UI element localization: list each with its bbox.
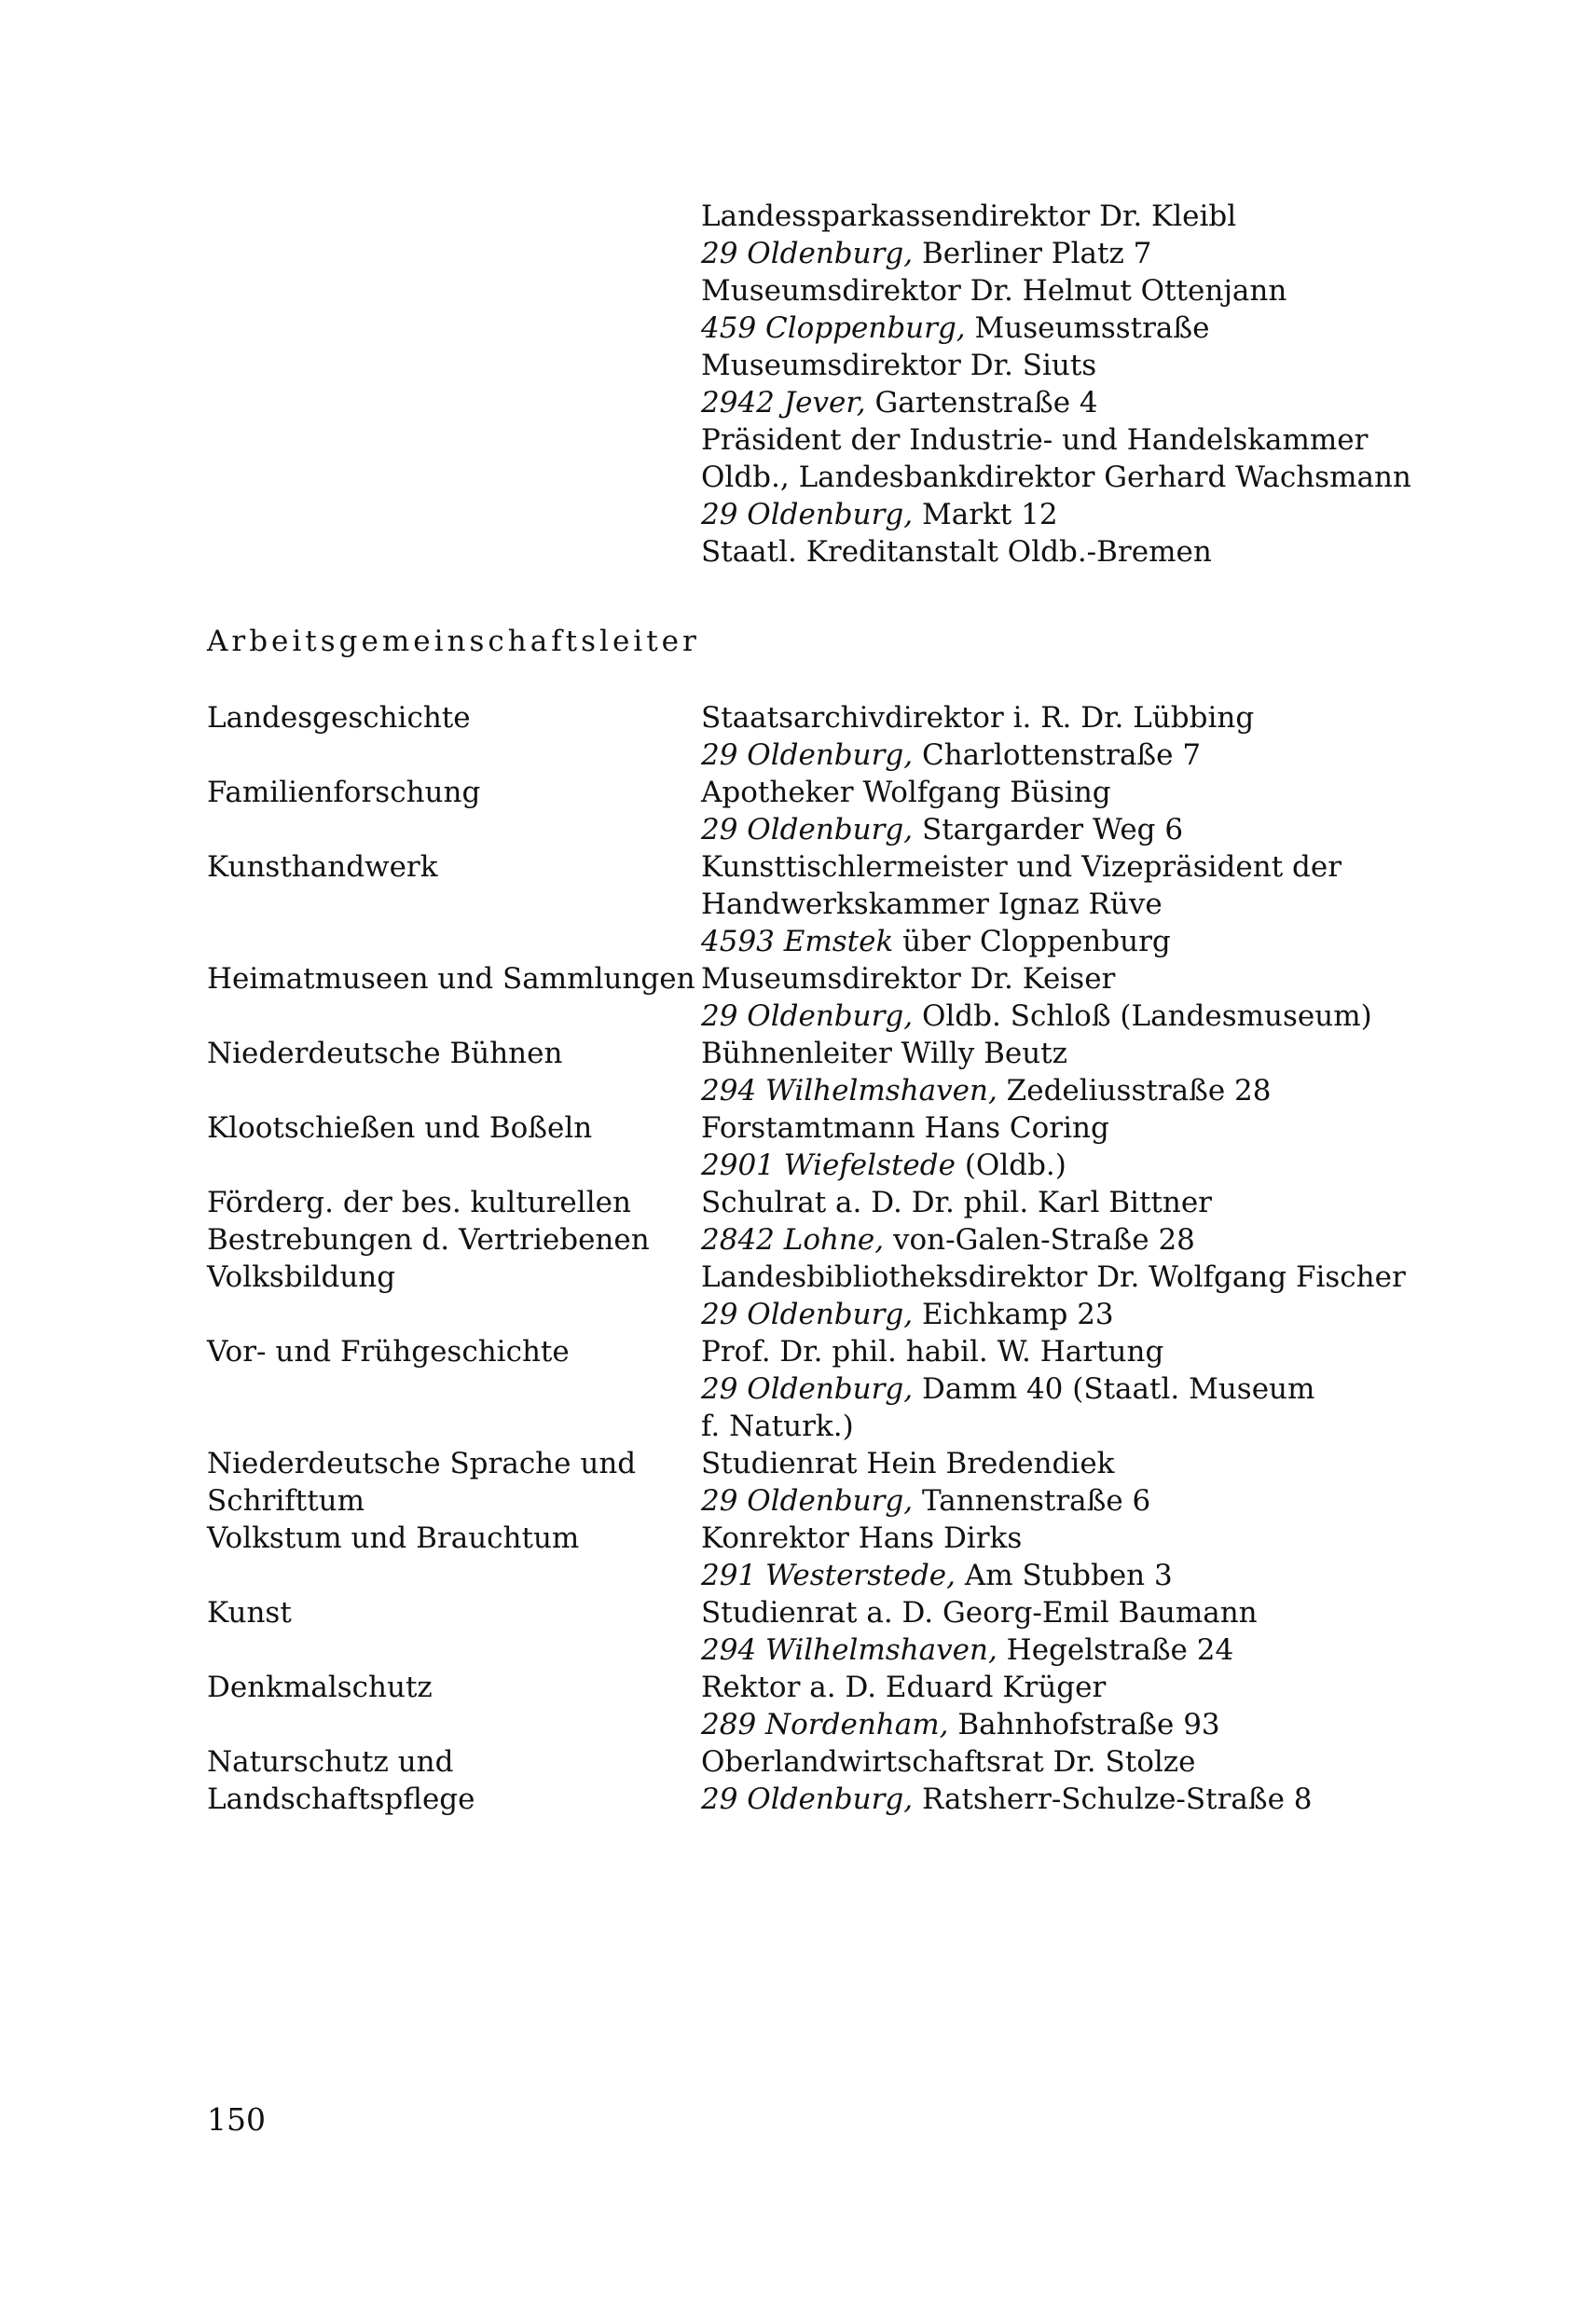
topic-label: Volksbildung bbox=[207, 1260, 396, 1294]
entry-line: Forstamtmann Hans Coring bbox=[701, 1111, 1109, 1145]
entry-line: Schulrat a. D. Dr. phil. Karl Bittner bbox=[701, 1186, 1212, 1219]
top-line: 459 Cloppenburg, Museumsstraße bbox=[701, 311, 1210, 345]
entry-line: Apotheker Wolfgang Büsing bbox=[701, 776, 1111, 809]
topic-label: Kunst bbox=[207, 1596, 292, 1630]
topic-label: Vor- und Frühgeschichte bbox=[207, 1335, 570, 1369]
section-heading: Arbeitsgemeinschaftsleiter bbox=[207, 625, 700, 658]
topic-label: Förderg. der bes. kulturellen bbox=[207, 1186, 631, 1219]
topic-label: Landesgeschichte bbox=[207, 701, 471, 735]
entry-line: Landesbibliotheksdirektor Dr. Wolfgang Fischer bbox=[701, 1260, 1406, 1294]
entry-line: Studienrat a. D. Georg-Emil Baumann bbox=[701, 1596, 1258, 1630]
top-line: Oldb., Landesbankdirektor Gerhard Wachsmann bbox=[701, 461, 1411, 494]
page-number: 150 bbox=[207, 2101, 266, 2138]
entry-line: 29 Oldenburg, Stargarder Weg 6 bbox=[701, 813, 1184, 846]
topic-label: Kunsthandwerk bbox=[207, 850, 438, 884]
top-line: Museumsdirektor Dr. Helmut Ottenjann bbox=[701, 274, 1287, 308]
entry-line: 29 Oldenburg, Eichkamp 23 bbox=[701, 1298, 1114, 1331]
entry-line: 4593 Emstek über Cloppenburg bbox=[701, 925, 1171, 958]
top-line: Präsident der Industrie- und Handelskammer bbox=[701, 423, 1369, 457]
top-line: Staatl. Kreditanstalt Oldb.-Bremen bbox=[701, 535, 1212, 569]
topic-label: Schrifttum bbox=[207, 1484, 365, 1518]
entry-line: 289 Nordenham, Bahnhofstraße 93 bbox=[701, 1708, 1220, 1741]
entry-line: Konrektor Hans Dirks bbox=[701, 1521, 1023, 1555]
entry-line: f. Naturk.) bbox=[701, 1410, 854, 1443]
entry-line: 29 Oldenburg, Damm 40 (Staatl. Museum bbox=[701, 1372, 1315, 1406]
entry-line: Prof. Dr. phil. habil. W. Hartung bbox=[701, 1335, 1164, 1369]
entry-line: 29 Oldenburg, Charlottenstraße 7 bbox=[701, 738, 1202, 772]
topic-label: Bestrebungen d. Vertriebenen bbox=[207, 1223, 650, 1257]
top-line: Landessparkassendirektor Dr. Kleibl bbox=[701, 200, 1237, 233]
entry-line: 29 Oldenburg, Oldb. Schloß (Landesmuseum) bbox=[701, 999, 1372, 1033]
entry-line: Museumsdirektor Dr. Keiser bbox=[701, 962, 1116, 996]
top-line: 29 Oldenburg, Markt 12 bbox=[701, 498, 1058, 531]
topic-label: Landschaftspflege bbox=[207, 1782, 475, 1816]
topic-label: Niederdeutsche Bühnen bbox=[207, 1037, 563, 1070]
entry-line: 2842 Lohne, von-Galen-Straße 28 bbox=[701, 1223, 1195, 1257]
entry-line: Handwerkskammer Ignaz Rüve bbox=[701, 888, 1163, 921]
entry-line: Kunsttischlermeister und Vizepräsident der bbox=[701, 850, 1342, 884]
entry-line: 29 Oldenburg, Tannenstraße 6 bbox=[701, 1484, 1151, 1518]
topic-label: Volkstum und Brauchtum bbox=[207, 1521, 580, 1555]
topic-label: Naturschutz und bbox=[207, 1745, 454, 1779]
entry-line: 294 Wilhelmshaven, Zedeliusstraße 28 bbox=[701, 1074, 1272, 1108]
top-line: 2942 Jever, Gartenstraße 4 bbox=[701, 386, 1098, 420]
top-line: 29 Oldenburg, Berliner Platz 7 bbox=[701, 237, 1152, 270]
topic-label: Familienforschung bbox=[207, 776, 481, 809]
topic-label: Klootschießen und Boßeln bbox=[207, 1111, 593, 1145]
entry-line: 29 Oldenburg, Ratsherr-Schulze-Straße 8 bbox=[701, 1782, 1313, 1816]
entry-line: Oberlandwirtschaftsrat Dr. Stolze bbox=[701, 1745, 1196, 1779]
entry-line: 294 Wilhelmshaven, Hegelstraße 24 bbox=[701, 1633, 1234, 1667]
entry-line: Bühnenleiter Willy Beutz bbox=[701, 1037, 1067, 1070]
topic-label: Denkmalschutz bbox=[207, 1671, 433, 1704]
entry-line: Rektor a. D. Eduard Krüger bbox=[701, 1671, 1107, 1704]
entry-line: 2901 Wiefelstede (Oldb.) bbox=[701, 1149, 1066, 1182]
entry-line: Studienrat Hein Bredendiek bbox=[701, 1447, 1115, 1480]
topic-label: Heimatmuseen und Sammlungen bbox=[207, 962, 695, 996]
entry-line: Staatsarchivdirektor i. R. Dr. Lübbing bbox=[701, 701, 1255, 735]
top-line: Museumsdirektor Dr. Siuts bbox=[701, 349, 1097, 382]
topic-label: Niederdeutsche Sprache und bbox=[207, 1447, 637, 1480]
entry-line: 291 Westerstede, Am Stubben 3 bbox=[701, 1559, 1173, 1592]
